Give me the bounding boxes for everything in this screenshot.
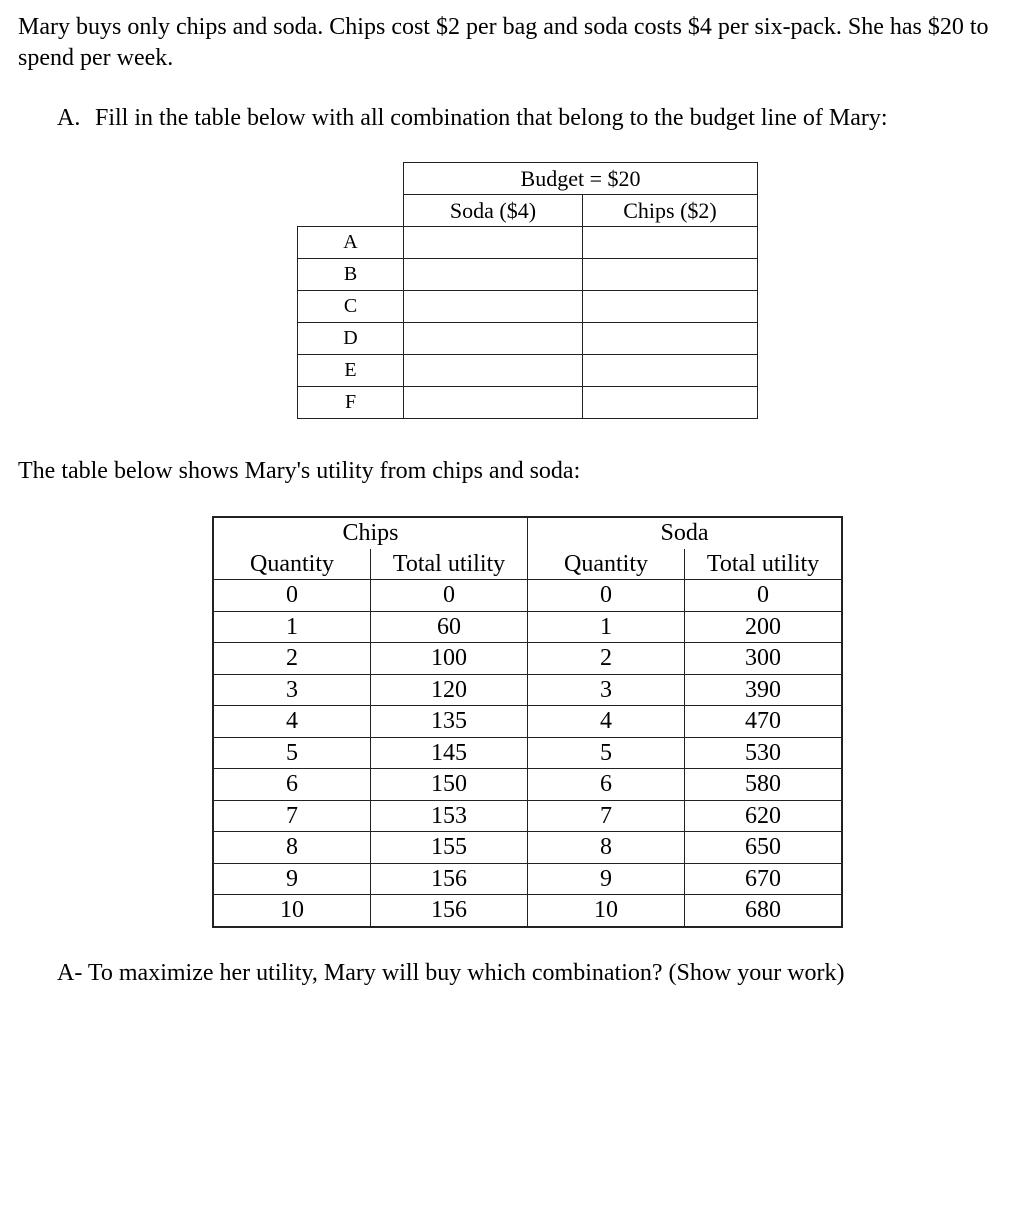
- budget-cell-chips[interactable]: [583, 227, 758, 259]
- soda-total-utility-cell: 650: [685, 832, 843, 864]
- soda-quantity-cell: 3: [528, 674, 685, 706]
- soda-quantity-cell: 5: [528, 737, 685, 769]
- budget-corner: [298, 163, 404, 195]
- chips-quantity-cell: 5: [213, 737, 371, 769]
- soda-quantity-cell: 4: [528, 706, 685, 738]
- chips-quantity-cell: 8: [213, 832, 371, 864]
- chips-quantity-cell: 10: [213, 895, 371, 927]
- budget-cell-soda[interactable]: [404, 355, 583, 387]
- utility-table-body: [213, 580, 842, 927]
- budget-cell-chips[interactable]: [583, 259, 758, 291]
- soda-total-utility-cell: 300: [685, 643, 843, 675]
- soda-total-utility-cell: 200: [685, 611, 843, 643]
- soda-quantity-cell: 7: [528, 800, 685, 832]
- utility-table-row: [213, 863, 842, 895]
- budget-row-label: D: [298, 323, 404, 355]
- chips-total-utility-cell: 155: [371, 832, 528, 864]
- budget-table: [297, 162, 758, 419]
- utility-table-row: [213, 706, 842, 738]
- soda-quantity-cell: 9: [528, 863, 685, 895]
- soda-total-utility-cell: 0: [685, 580, 843, 612]
- budget-corner: [298, 195, 404, 227]
- budget-cell-chips[interactable]: [583, 323, 758, 355]
- budget-cell-soda[interactable]: [404, 387, 583, 419]
- chips-total-utility-cell: 156: [371, 863, 528, 895]
- chips-total-utility-cell: 135: [371, 706, 528, 738]
- soda-total-utility-cell: 680: [685, 895, 843, 927]
- chips-quantity-cell: 1: [213, 611, 371, 643]
- soda-quantity-cell: 2: [528, 643, 685, 675]
- chips-total-utility-cell: 60: [371, 611, 528, 643]
- chips-total-utility-cell: 100: [371, 643, 528, 675]
- soda-total-utility-header: Total utility: [685, 549, 843, 580]
- utility-intro: The table below shows Mary's utility from chips and soda:: [18, 458, 581, 484]
- chips-quantity-cell: 4: [213, 706, 371, 738]
- chips-quantity-cell: 6: [213, 769, 371, 801]
- chips-total-utility-cell: 153: [371, 800, 528, 832]
- chips-total-utility-cell: 156: [371, 895, 528, 927]
- utility-table-row: [213, 800, 842, 832]
- chips-quantity-cell: 3: [213, 674, 371, 706]
- budget-cell-chips[interactable]: [583, 355, 758, 387]
- soda-quantity-cell: 6: [528, 769, 685, 801]
- utility-table-row: [213, 737, 842, 769]
- budget-title: Budget = $20: [404, 163, 758, 195]
- chips-quantity-cell: 7: [213, 800, 371, 832]
- budget-cell-chips[interactable]: [583, 291, 758, 323]
- soda-total-utility-cell: 530: [685, 737, 843, 769]
- budget-col-chips: Chips ($2): [583, 195, 758, 227]
- chips-quantity-cell: 2: [213, 643, 371, 675]
- soda-quantity-header: Quantity: [528, 549, 685, 580]
- soda-quantity-cell: 10: [528, 895, 685, 927]
- chips-total-utility-cell: 145: [371, 737, 528, 769]
- chips-total-utility-header: Total utility: [371, 549, 528, 580]
- chips-quantity-cell: 9: [213, 863, 371, 895]
- budget-row-label: C: [298, 291, 404, 323]
- chips-total-utility-cell: 120: [371, 674, 528, 706]
- soda-quantity-cell: 1: [528, 611, 685, 643]
- utility-table-row: [213, 769, 842, 801]
- budget-cell-soda[interactable]: [404, 227, 583, 259]
- chips-total-utility-cell: 0: [371, 580, 528, 612]
- budget-cell-soda[interactable]: [404, 291, 583, 323]
- utility-table: [212, 516, 843, 928]
- chips-total-utility-cell: 150: [371, 769, 528, 801]
- utility-soda-header: Soda: [528, 517, 843, 549]
- chips-quantity-cell: 0: [213, 580, 371, 612]
- intro-paragraph: Mary buys only chips and soda. Chips cost $2 per bag and soda costs $4 per six-pack. She has $20 to spend per week.: [18, 14, 989, 71]
- utility-table-row: [213, 580, 842, 612]
- soda-total-utility-cell: 390: [685, 674, 843, 706]
- budget-cell-chips[interactable]: [583, 387, 758, 419]
- question-maximize: A- To maximize her utility, Mary will buy which combination? (Show your work): [57, 960, 845, 986]
- budget-cell-soda[interactable]: [404, 259, 583, 291]
- utility-table-row: [213, 895, 842, 927]
- soda-total-utility-cell: 580: [685, 769, 843, 801]
- budget-row-label: E: [298, 355, 404, 387]
- utility-table-row: [213, 832, 842, 864]
- utility-table-row: [213, 643, 842, 675]
- question-a: [57, 103, 888, 134]
- budget-row-label: F: [298, 387, 404, 419]
- budget-cell-soda[interactable]: [404, 323, 583, 355]
- utility-table-row: [213, 611, 842, 643]
- soda-total-utility-cell: 620: [685, 800, 843, 832]
- question-a-text: Fill in the table below with all combination that belong to the budget line of Mary:: [95, 105, 888, 131]
- utility-chips-header: Chips: [213, 517, 528, 549]
- utility-table-row: [213, 674, 842, 706]
- chips-quantity-header: Quantity: [213, 549, 371, 580]
- budget-row-label: B: [298, 259, 404, 291]
- soda-quantity-cell: 0: [528, 580, 685, 612]
- soda-total-utility-cell: 470: [685, 706, 843, 738]
- question-a-label: A.: [57, 105, 81, 131]
- budget-row-label: A: [298, 227, 404, 259]
- soda-total-utility-cell: 670: [685, 863, 843, 895]
- soda-quantity-cell: 8: [528, 832, 685, 864]
- budget-col-soda: Soda ($4): [404, 195, 583, 227]
